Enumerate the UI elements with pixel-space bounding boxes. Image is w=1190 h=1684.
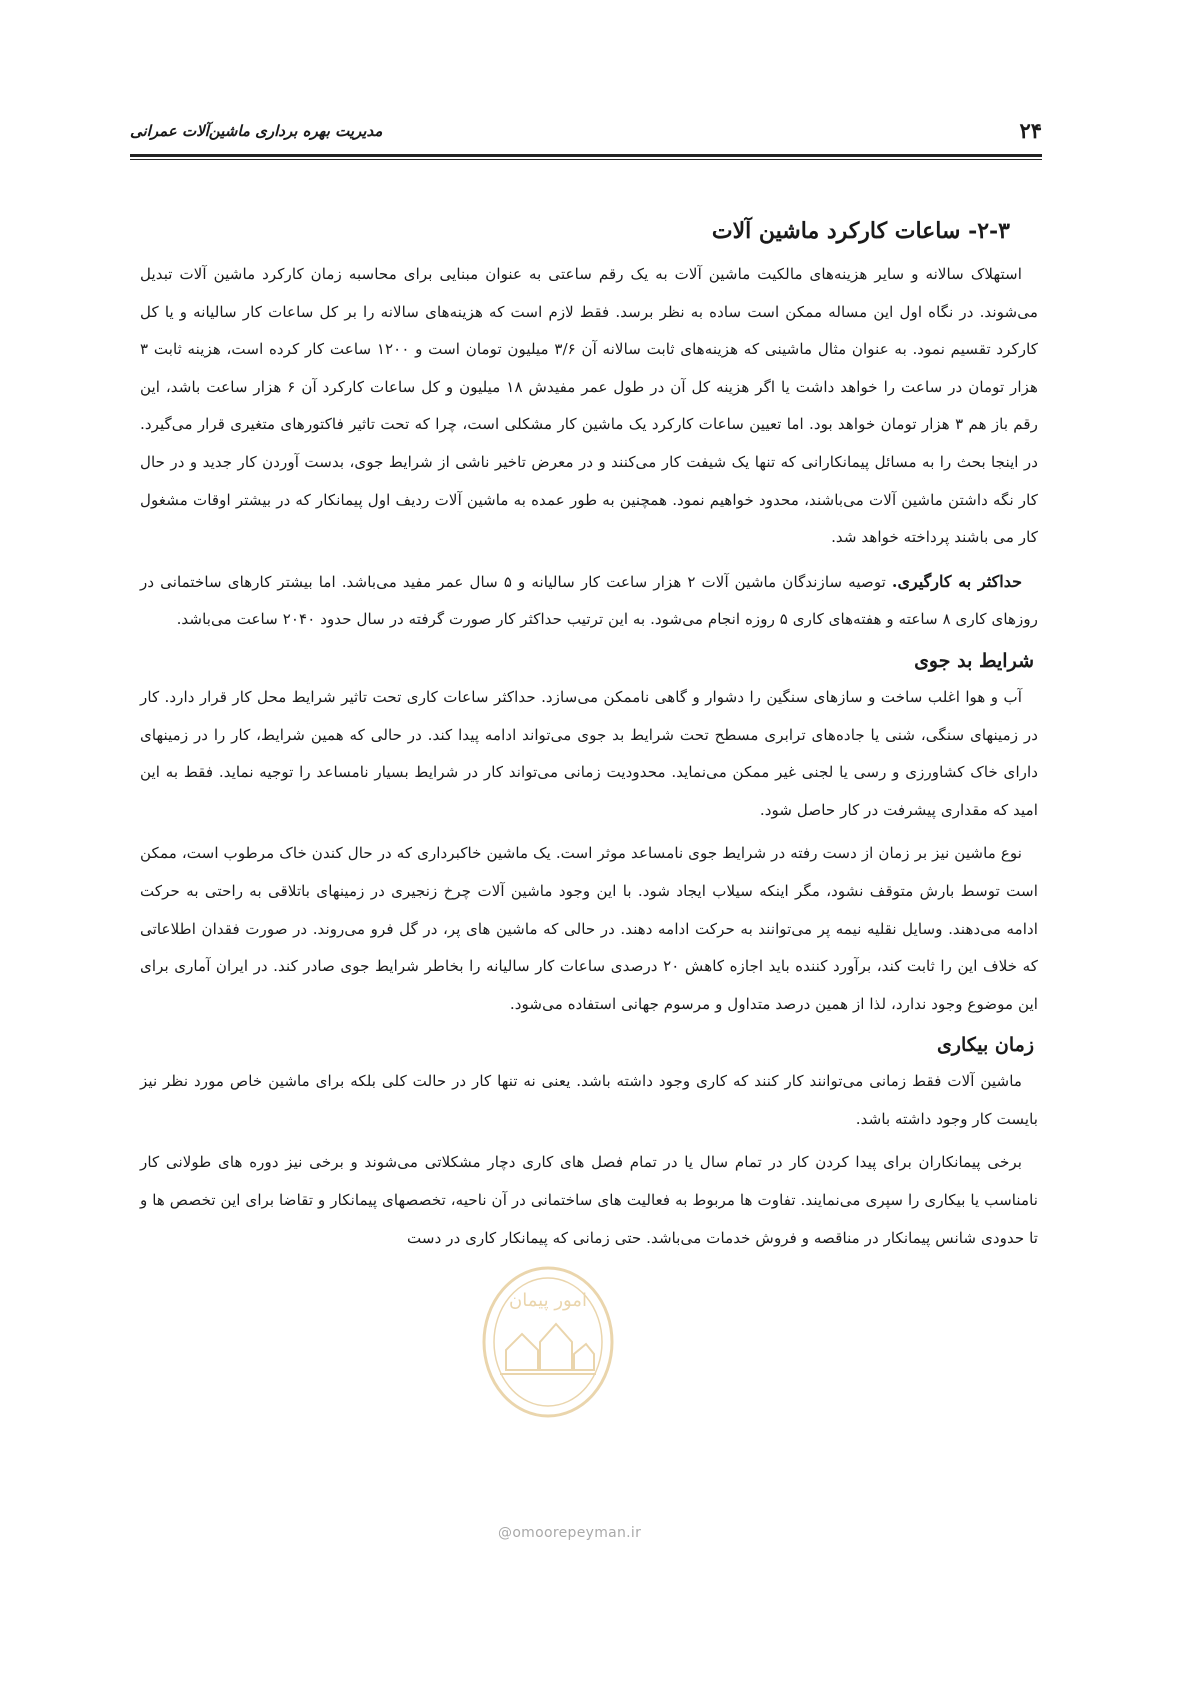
paragraph: استهلاک سالانه و سایر هزینه‌های مالکیت ماشین آلات به یک رقم ساعتی به عنوان مبنایی برای محاسبه زمان کارکرد ماشین آلات تبدیل می‌شوند. در نگاه اول این مساله ممکن است ساده به نظر برسد. فقط لازم است که هزینه‌های سالانه را بر کل ساعات کار سالیانه و یا کل کارکرد تقسیم نمود. به عنوان مثال ماشینی که هزینه‌های ثابت سالانه آن ۳/۶ میلیون تومان است و ۱۲۰۰ ساعت کار کرده است، هزینه ثابت ۳ هزار تومان در ساعت را خواهد داشت یا اگر هزینه کل آن در طول عمر مفیدش ۱۸ میلیون و کل ساعات کارکرد آن ۶ هزار ساعت باشد، این رقم باز هم ۳ هزار تومان خواهد بود. اما تعیین ساعات کارکرد یک ماشین کار مشکلی است، چرا که تحت تاثیر فاکتورهای متغیری قرار می‌گیرد. در اینجا بحث را به مسائل پیمانکارانی که تنها یک شیفت کار می‌کنند و در معرض تاخیر ناشی از شرایط جوی، بدست آوردن کار جدید و در حال کار نگه داشتن ماشین آلات می‌باشند، محدود خواهیم نمود. همچنین به طور عمده به ماشین آلات ردیف اول پیمانکار که در بیشتر اوقات مشغول کار می باشند پرداخته خواهد شد. [140, 265, 1039, 547]
subsection-title-weather: شرایط بد جوی [914, 649, 1034, 672]
watermark-seal-text: امور پیمان [509, 1290, 587, 1311]
watermark-seal-logo [478, 1262, 618, 1422]
watermark-at-icon: @ [498, 1525, 513, 1541]
paragraph: ماشین آلات فقط زمانی می‌توانند کار کنند که کاری وجود داشته باشد. یعنی نه تنها کار در حالت کلی بلکه برای ماشین خاص مورد نظر نیز بایست کار وجود داشته باشد. [140, 1072, 1038, 1128]
running-title: مدیریت بهره برداری ماشین‌آلات عمرانی [130, 122, 383, 140]
page-body [140, 214, 1038, 1257]
section-title: ۲-۳- ساعات کارکرد ماشین آلات [711, 218, 1010, 244]
page-header [130, 118, 1042, 150]
page-number: ۲۴ [1019, 118, 1042, 143]
watermark-url: @omoorepeyman.ir [498, 1525, 642, 1541]
paragraph: آب و هوا اغلب ساخت و سازهای سنگین را دشوار و گاهی ناممکن می‌سازد. حداکثر ساعات کاری تحت تاثیر شرایط محل کار قرار دارد. کار در زمینهای سنگی، شنی یا جاده‌های ترابری مسطح تحت شرایط بد جوی می‌تواند ادامه پیدا کند. در حالی که همین شرایط، کار را در زمینهای دارای خاک کشاورزی و رسی یا لجنی غیر ممکن می‌نماید. محدودیت زمانی می‌تواند کار در شرایط بسیار نامساعد را توجیه نماید. فقط به این امید که مقداری پیشرفت در کار حاصل شود. [140, 687, 1038, 819]
header-rule-thick [130, 154, 1042, 157]
paragraph: نوع ماشین نیز بر زمان از دست رفته در شرایط جوی نامساعد موثر است. یک ماشین خاکبرداری که در حال کندن خاک مرطوب است، ممکن است توسط بارش متوقف نشود، مگر اینکه سیلاب ایجاد شود. با این وجود ماشین آلات چرخ زنجیری در زمینهای باتلاقی به راحتی به حرکت ادامه می‌دهند. وسایل نقلیه نیمه پر می‌توانند به حرکت ادامه دهند. در حالی که ماشین های پر، در گل فرو می‌روند. در صورت فقدان اطلاعاتی که خلاف این را ثابت کند، برآورد کننده باید اجازه کاهش ۲۰ درصدی ساعات کار سالیانه را بخاطر شرایط جوی صادر کند. در ایران آماری برای این موضوع وجود ندارد، لذا از همین درصد متداول و مرسوم جهانی استفاده می‌شود. [140, 844, 1039, 1013]
subsection-title-idle: زمان بیکاری [936, 1034, 1034, 1057]
paragraph-text: توصیه سازندگان ماشین آلات ۲ هزار ساعت کار سالیانه و ۵ سال عمر مفید می‌باشد. اما بیشتر کارهای ساختمانی در روزهای کاری ۸ ساعته و هفته‌های کاری ۵ روزه انجام می‌شود. به این ترتیب حداکثر کار صورت گرفته در سال حدود ۲۰۴۰ ساعت می‌باشد. [140, 572, 1038, 629]
paragraph-lead: حداکثر به کارگیری. [891, 571, 1023, 591]
paragraph-max-use [140, 563, 1038, 639]
paragraph: برخی پیمانکاران برای پیدا کردن کار در تمام سال یا در تمام فصل های کاری دچار مشکلاتی می‌شوند و برخی نیز دوره های طولانی کار نامناسب یا بیکاری را سپری می‌نمایند. تفاوت ها مربوط به فعالیت های ساختمانی در آن ناحیه، تخصصهای پیمانکار و تقاضا برای این تخصص ها و تا حدودی شانس پیمانکار در مناقصه و فروش خدمات می‌باشد. حتی زمانی که پیمانکار کاری در دست [140, 1153, 1038, 1247]
header-rule-thin [130, 159, 1042, 160]
